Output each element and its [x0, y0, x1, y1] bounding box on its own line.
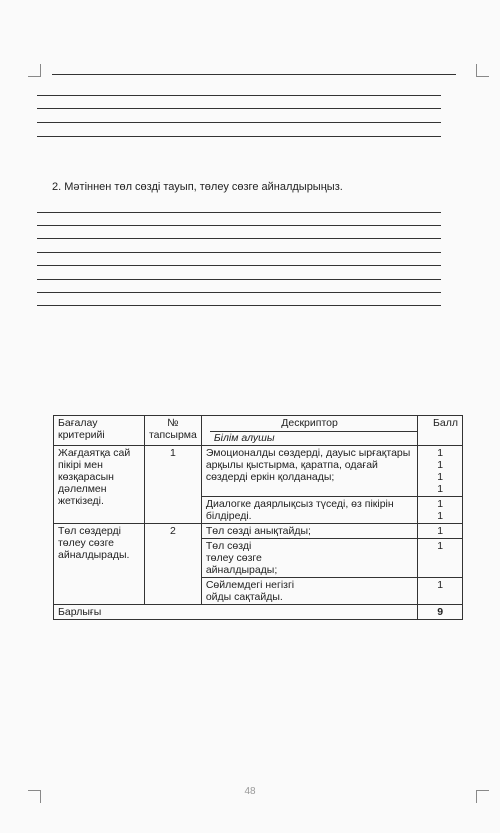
- task-no-cell: 1: [144, 446, 201, 524]
- crop-mark: [28, 64, 41, 77]
- table-row: [54, 524, 463, 539]
- descriptor-cell: Сөйлемдегі негізгі ойды сақтайды.: [201, 578, 417, 605]
- header-score: Балл: [418, 416, 463, 446]
- answer-line: [37, 292, 441, 293]
- total-label: Барлығы: [54, 605, 418, 620]
- total-value: 9: [418, 605, 463, 620]
- answer-line: [37, 122, 441, 123]
- descriptor-cell: Төл сөзді анықтайды;: [201, 524, 417, 539]
- crop-mark: [476, 64, 489, 77]
- score-cell: 1: [418, 578, 463, 605]
- answer-line: [37, 279, 441, 280]
- task-no-cell: 2: [144, 524, 201, 605]
- answer-line: [37, 225, 441, 226]
- header-learner: Білім алушы: [210, 431, 417, 444]
- answer-line: [37, 108, 441, 109]
- answer-line: [37, 305, 441, 306]
- task-2-prompt: [52, 181, 343, 193]
- table-row: [54, 446, 463, 497]
- answer-line: [52, 74, 456, 75]
- answer-line: [37, 252, 441, 253]
- answer-line: [37, 212, 441, 213]
- header-descriptor-label: Дескриптор: [281, 417, 338, 429]
- task-text: Мәтіннен төл сөзді тауып, төлеу сөзге айналдырыңыз.: [64, 181, 343, 193]
- assessment-table: [53, 415, 463, 620]
- task-number: 2.: [52, 181, 62, 193]
- score-cell: 1 1 1 1: [418, 446, 463, 497]
- table-header-row: [54, 416, 463, 446]
- answer-line: [37, 136, 441, 137]
- score-cell: 1 1: [418, 497, 463, 524]
- score-cell: 1: [418, 524, 463, 539]
- header-task-no: № тапсырма: [144, 416, 201, 446]
- criterion-cell: Жағдаятқа сай пікірі мен көзқарасын дәлелмен жеткізеді.: [54, 446, 145, 524]
- criterion-cell: Төл сөздерді төлеу сөзге айналдырады.: [54, 524, 145, 605]
- descriptor-cell: Төл сөзді төлеу сөзге айналдырады;: [201, 539, 417, 578]
- header-descriptor: [201, 416, 417, 446]
- descriptor-cell: Эмоционалды сөздерді, дауыс ырғақтары арқылы қыстырма, қаратпа, одағай сөздерді еркін қолданады;: [201, 446, 417, 497]
- total-row: [54, 605, 463, 620]
- descriptor-cell: Диалогке даярлықсыз түседі, өз пікірін білдіреді.: [201, 497, 417, 524]
- answer-line: [37, 238, 441, 239]
- page-number: 48: [244, 786, 256, 797]
- answer-line: [37, 95, 441, 96]
- score-cell: 1: [418, 539, 463, 578]
- header-criterion: Бағалау критерийі: [54, 416, 145, 446]
- answer-line: [37, 265, 441, 266]
